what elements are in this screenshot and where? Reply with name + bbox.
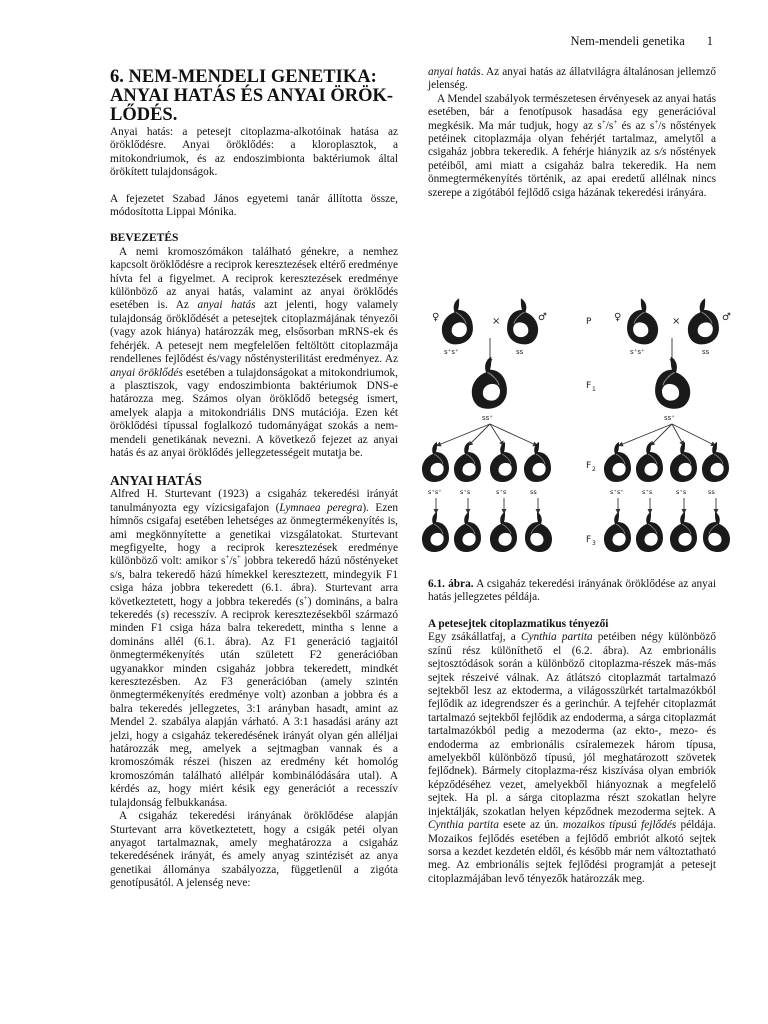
snail-f3-left-1 <box>454 512 481 552</box>
generation-label-f2-sub: 2 <box>592 466 596 473</box>
snail-f3-right-3 <box>703 512 730 552</box>
snail-p-left-female <box>442 298 473 344</box>
snail-f1-left <box>472 357 507 409</box>
snail-f3-right-1 <box>636 512 663 552</box>
genotype-p-right-female: s⁺s⁺ <box>630 348 645 356</box>
arrow-f1-f2-right-3 <box>672 424 716 446</box>
snail-f3-right-2 <box>670 512 697 552</box>
genotype-p-left-male: ss <box>516 348 524 356</box>
snail-p-right-female <box>627 298 658 344</box>
chapter-title: 6. NEM-MENDELI GENETIKA: ANYAI HATÁS ÉS ANYAI ÖRÖK-LŐDÉS. <box>110 67 394 125</box>
genotype-f2-left-2: s⁺s <box>496 488 507 496</box>
snail-f2-left-3 <box>524 442 551 482</box>
page-number: 1 <box>706 34 713 48</box>
snail-f2-left-0 <box>422 442 449 482</box>
genotype-f2-right-0: s⁺s⁺ <box>610 488 624 496</box>
snail-p-right-male <box>688 298 719 344</box>
genotype-f2-left-3: ss <box>530 488 537 496</box>
arrow-f1-f2-left-0 <box>436 424 490 446</box>
running-title: Nem-mendeli genetika <box>570 34 685 48</box>
figure-snail-inheritance <box>418 296 730 568</box>
snail-f2-right-0 <box>604 442 631 482</box>
arrow-f1-f2-right-0 <box>618 424 672 446</box>
genotype-p-right-male: ss <box>702 348 710 356</box>
genotype-f2-right-1: s⁺s <box>642 488 653 496</box>
genotype-f1-left: ss⁺ <box>482 414 493 422</box>
snail-f3-left-2 <box>490 512 517 552</box>
bevezetes-paragraph: A nemi kromoszómákon található génekre, a nemhez kapcsolt öröklődésre a reciprok keresztezések eltérő eredménye hívta fel a figyelmet. A reciprok keresztezések eredménye különböző az anyai hatás, valamint az anyai öröklődés esetében is. Az anyai hatás azt jelenti, hogy valamely tulajdonság öröklődését a petesejtek citoplazmájának tényezői (vagy azok hiánya) határozzák meg, elsősorban mRNS-ek és fehérjék. A petesejt nem megfelelően feltöltött citoplazmája rendellenes fejlődést és/vagy nősténysterilitást eredményez. Az anyai öröklődés esetében a tulajdonságokat a mitokondriumok, a plasztiszok, vagy endoszimbionta baktériumok DNS-e határozza meg. Számos olyan öröklődő betegség ismert, amelyek alapja a mitokondriális DNS mutációja. Ezen két öröklődési típussal foglalkozó tudományágat szokás a nem-mendeli genetikának nevezni. A következő fejezet az anyai hatás és az anyai öröklődés jellegzetességeit mutatja be. <box>110 245 398 459</box>
right-column-bottom <box>428 618 716 886</box>
left-column <box>110 66 398 891</box>
generation-label-f3-sub: 3 <box>592 540 596 547</box>
anyai-hatas-paragraph-2-cont: anyai hatás. Az anyai hatás az állatvilágra általánosan jellemző jelenség. <box>428 66 716 92</box>
chapter-intro: Anyai hatás: a petesejt citoplazma-alkotóinak hatása az öröklődésre. Anyai öröklődés: a kloroplasztok, a mitokondriumok, és az endoszimbionta baktériumok által örökített tulajdonságok. <box>110 126 398 179</box>
chapter-credit: A fejezetet Szabad János egyetemi tanár állította össze, módosította Lippai Mónika. <box>110 192 398 219</box>
genotype-f1-right: ss⁺ <box>664 414 675 422</box>
section-heading-petesejtek: A petesejtek citoplazmatikus tényezői <box>428 618 609 630</box>
snail-f2-right-3 <box>702 442 729 482</box>
figure-caption-number: 6.1. ábra. <box>428 578 474 590</box>
generation-label-f3: F <box>586 535 592 545</box>
generation-label-f2: F <box>586 461 592 471</box>
cross-symbol-right: × <box>672 316 681 327</box>
female-symbol-right: ♀ <box>614 312 622 323</box>
right-column <box>428 66 716 200</box>
petesejtek-paragraph: Egy zsákállatfaj, a Cynthia partita petéiben négy különböző színű rész különíthető el (6.2. ábra). Az embrionális sejtosztódások során a különböző citoplazma-részek más-más sejtek részeivé válnak. Az átlátszó citoplazmát tartalmazó sejtekből lesz az ektoderma, a világosszürkét tartalmazókból fejlődik az idegrendszer és a gerinchúr. A tejfehér citoplazmát tartalmazó sejtekből fejlődik az endoderma, a sárga citoplazmát tartalmazókból pedig a mezoderma (az ekto-, mezo- és endoderma az embrionális csíralemezek három típusa, amelyekből különböző típusú, jól meghatározott szövetek fejlődnek). Bármely citoplazma-rész kiszívása olyan embriók képződéséhez vezet, amelyekből hiányoznak a megfelelő sejtek. Ha pl. a sárga citoplazma részt szokatlan helyre injektálják, szokatlan helyen képződnek mezoderma sejtek. A Cynthia partita esete az ún. mozaikos típusú fejlődés példája. Mozaikos fejlődés esetében a fejlődő embriót alkotó sejtek sorsa a kezdet kezdetén eldől, és később már nem változtatható meg. Az embrionális sejtek fejlődési programját a petesejt citoplazmájában levő tényezők határozzák meg. <box>428 631 716 885</box>
anyai-hatas-paragraph-1: Alfred H. Sturtevant (1923) a csigaház tekeredési irányát tanulmányozta egy vízicsigafajon (Lymnaea peregra). Ezen hímnős csigafaj esetében lehetséges az önmegtermékenyítés is, ami megkönnyítette a genetikai vizsgálatokat. Sturtevant megfigyelte, hogy a reciprok keresztezések eredménye különböző volt: amikor s+/s+ jobbra tekeredő házú nőstényeket s/s, balra tekeredő házú hímekkel keresztezett, mindegyik F1 csiga háza jobbra tekeredett (6.1. ábra). Sturtevant arra következtetett, hogy a jobbra tekeredés (s+) domináns, a balra tekeredés (s) recesszív. A reciprok keresztezésekből származó minden F1 csiga háza balra tekeredett, mintha s lenne a domináns allél (6.1. ábra). Az F1 generáció tagjaitól önmegtermékenyítés után született F2 generációban ugyanakkor minden csigaház jobbra tekeredett, mindkét keresztezésben. Az F3 generációban (amely szintén önmegtermékenyítés eredménye volt) azonban a jobbra és a balra tekeredés jellegzetes, 3:1 arányban hasadt, amint az Mendel 2. szabálya alapján várható. A 3:1 hasadási arány azt jelzi, hogy a csigaház tekeredésének irányát olyan gén alléljai határozzák meg, amelyek a sejtmagban vannak és a kromoszómák részei (hiszen az eredmény két homológ kromoszómán található allélpár kombinálódására utal). A kérdés az, hogy miért késik egy generációt a recesszív tulajdonság felbukkanása. <box>110 488 398 809</box>
snail-f3-right-0 <box>604 512 631 552</box>
snail-f3-left-0 <box>422 512 449 552</box>
generation-label-p: P <box>586 317 592 327</box>
genotype-f2-right-3: ss <box>708 488 715 496</box>
snail-f3-left-3 <box>525 512 552 552</box>
cross-symbol-left: × <box>492 316 501 327</box>
male-symbol-left: ♂ <box>538 312 547 323</box>
snail-p-left-male <box>507 298 538 344</box>
generation-label-f1-sub: 1 <box>592 386 596 393</box>
snail-f2-right-2 <box>670 442 697 482</box>
genotype-f2-left-1: s⁺s <box>460 488 471 496</box>
male-symbol-right: ♂ <box>722 312 731 323</box>
genotype-f2-left-0: s⁺s⁺ <box>428 488 442 496</box>
snail-f2-left-2 <box>490 442 517 482</box>
figure-caption <box>428 578 716 605</box>
running-header <box>0 34 713 49</box>
section-heading-anyai-hatas: ANYAI HATÁS <box>110 473 202 489</box>
generation-label-f1: F <box>586 381 592 391</box>
section-heading-bevezetes: BEVEZETÉS <box>110 232 179 245</box>
figure-caption-text: A csigaház tekeredési irányának öröklődése az anyai hatás jellegzetes példája. <box>428 578 716 604</box>
snail-f2-left-1 <box>454 442 481 482</box>
figure-diagram <box>418 296 730 568</box>
anyai-hatas-paragraph-2: A csigaház tekeredési irányának öröklődése alapján Sturtevant arra következtetett, hogy a csigák petéi olyan anyagot tartalmaznak, amely meghatározza a csigaház tekeredésének irányát, és amely anyag szintézisét az anya genetikai állománya szabályozza, függetlenül a zigóta genotípusától. A jelenség neve: <box>110 810 398 890</box>
snail-f2-right-1 <box>636 442 663 482</box>
female-symbol-left: ♀ <box>432 312 440 323</box>
genotype-p-left-female: s⁺s⁺ <box>444 348 459 356</box>
snail-f1-right <box>655 357 690 409</box>
genotype-f2-right-2: s⁺s <box>676 488 687 496</box>
anyai-hatas-paragraph-3: A Mendel szabályok természetesen érvényesek az anyai hatás esetében, bár a fenotípusok hasadása egy generációval megkésik. Ma már tudjuk, hogy az s+/s+ és az s+/s nőstények petéinek citoplazmája olyan fehérjét tartalmaz, amelytől a csigaház jobbra tekeredik. A fehérje hiányzik az s/s nőstények petéiből, ami miatt a csigaház balra tekeredik. Ha nem önmegtermékenyítés történik, az apai eredetű allélnak nincs szerepe a zigótából fejlődő csiga házának tekeredési irányára. <box>428 92 717 199</box>
